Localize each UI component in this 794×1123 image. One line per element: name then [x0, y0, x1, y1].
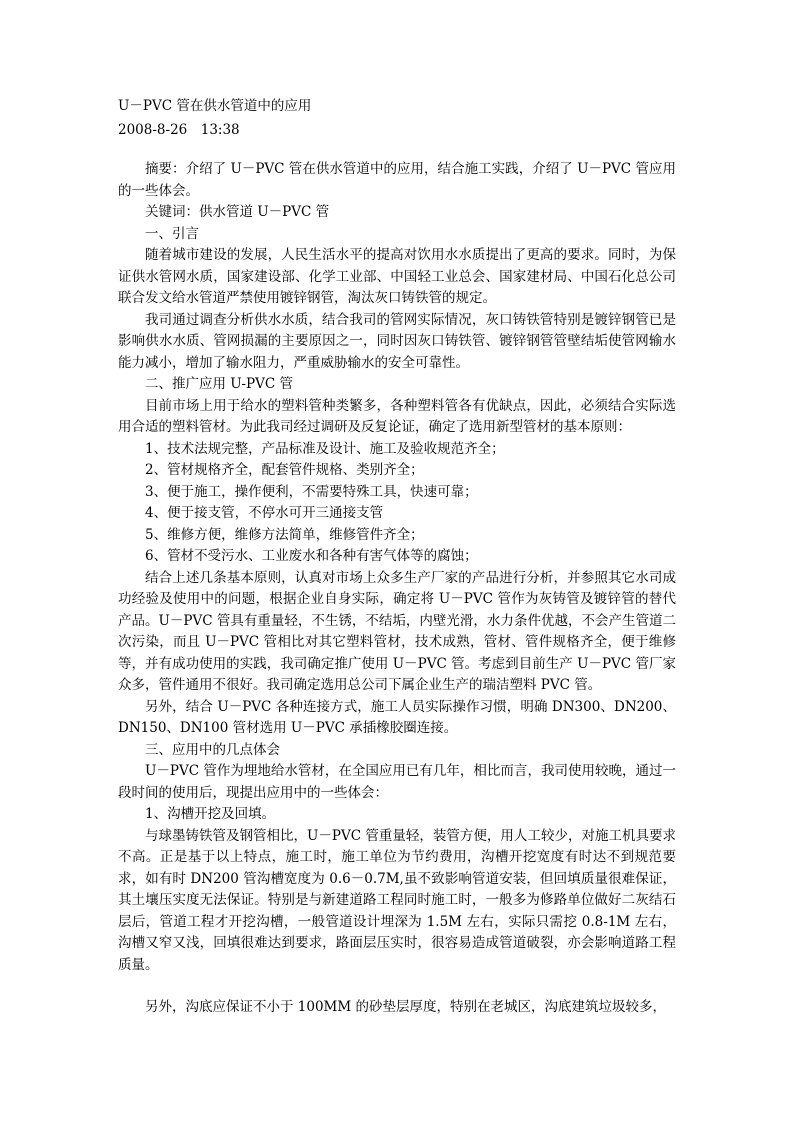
principle-item: 4、便于接支管，不停水可开三通接支管 — [145, 505, 384, 521]
principle-item: 3、便于施工，操作便利，不需要特殊工具，快速可靠； — [145, 483, 478, 500]
principle-item: 1、技术法规完整，产品标准及设计、施工及验收规范齐全； — [145, 440, 505, 457]
principle-item: 2、管材规格齐全，配套管件规格、类别齐全； — [145, 462, 424, 478]
document-title: U－PVC 管在供水管道中的应用 — [118, 98, 312, 114]
section-heading-intro: 一、引言 — [145, 225, 199, 242]
document-date: 2008-8-26 13:38 — [118, 122, 240, 138]
body-paragraph: 另外，沟底应保证不小于 100MM 的砂垫层厚度，特别在老城区，沟底建筑垃圾较多， — [145, 999, 666, 1015]
section-heading-experience: 三、应用中的几点体会 — [145, 741, 280, 758]
subsection-heading: 1、沟槽开挖及回填。 — [145, 806, 276, 822]
body-paragraph: 目前市场上用于给水的塑料管种类繁多，各种塑料管各有优缺点，因此，必须结合实际选用合适的塑料管材。为此我司经过调研及反复论证，确定了选用新型管材的基本原则： — [118, 397, 676, 435]
body-paragraph: 结合上述几条基本原则，认真对市场上众多生产厂家的产品进行分析，并参照其它水司成功经验及使用中的问题，根据企业自身实际，确定将 U－PVC 管作为灰铸管及镀锌管的替代产品。U－PVC 管具有重量轻，不生锈，不结垢，内壁光滑，水力条件优越，不会产生管道二次污染，而且 U－PVC 管相比对其它塑料管材，技术成熟，管材、管件规格齐全，便于维修等，并有成功使用的实践，我司确定推广使用 U－PVC 管。考虑到目前生产 U－PVC 管厂家众多，管件通用不很好。我司确定选用总公司下属企业生产的瑞洁塑料 PVC 管。 — [118, 569, 676, 693]
principle-item: 5、维修方便，维修方法简单，维修管件齐全； — [145, 526, 424, 543]
body-paragraph: 另外，结合 U－PVC 各种连接方式，施工人员实际操作习惯，明确 DN300、DN200、DN150、DN100 管材选用 U－PVC 承插橡胶圈连接。 — [118, 698, 676, 736]
body-paragraph: 我司通过调查分析供水水质，结合我司的管网实际情况，灰口铸铁管特别是镀锌钢管已是影响供水水质、管网损漏的主要原因之一，同时因灰口铸铁管、镀锌钢管管壁结垢使管网输水能力减小，增加了输水阻力，严重威胁输水的安全可靠性。 — [118, 311, 676, 371]
document-body — [118, 159, 676, 1019]
body-paragraph: 与球墨铸铁管及钢管相比，U－PVC 管重量轻，装管方便，用人工较少，对施工机具要求不高。正是基于以上特点，施工时，施工单位为节约费用，沟槽开挖宽度有时达不到规范要求，如有时 DN200 管沟槽宽度为 0.6－0.7M,虽不致影响管道安装，但回填质量很难保证，其土壤压实度无法保证。特别是与新建道路工程同时施工时，一般多为修路单位做好二灰结石层后，管道工程才开挖沟槽，一般管道设计埋深为 1.5M 左右，实际只需挖 0.8-1M 左右，沟槽又窄又浅，回填很难达到要求，路面层压实时，很容易造成管道破裂，亦会影响道路工程质量。 — [118, 827, 676, 973]
principle-item: 6、管材不受污水、工业废水和各种有害气体等的腐蚀； — [145, 548, 478, 564]
section-heading-promotion: 二、推广应用 U-PVC 管 — [145, 376, 293, 392]
body-paragraph: U－PVC 管作为埋地给水管材，在全国应用已有几年，相比而言，我司使用较晚，通过一段时间的使用后，现提出应用中的一些体会： — [118, 763, 676, 801]
body-paragraph: 随着城市建设的发展，人民生活水平的提高对饮用水水质提出了更高的要求。同时，为保证供水管网水质，国家建设部、化学工业部、中国轻工业总会、国家建材局、中国石化总公司联合发文给水管道严禁使用镀锌钢管，淘汰灰口铸铁管的规定。 — [118, 247, 676, 306]
abstract-paragraph: 摘要：介绍了 U－PVC 管在供水管道中的应用，结合施工实践，介绍了 U－PVC 管应用的一些体会。 — [118, 161, 676, 199]
keywords-paragraph: 关键词：供水管道 U－PVC 管 — [145, 204, 330, 220]
